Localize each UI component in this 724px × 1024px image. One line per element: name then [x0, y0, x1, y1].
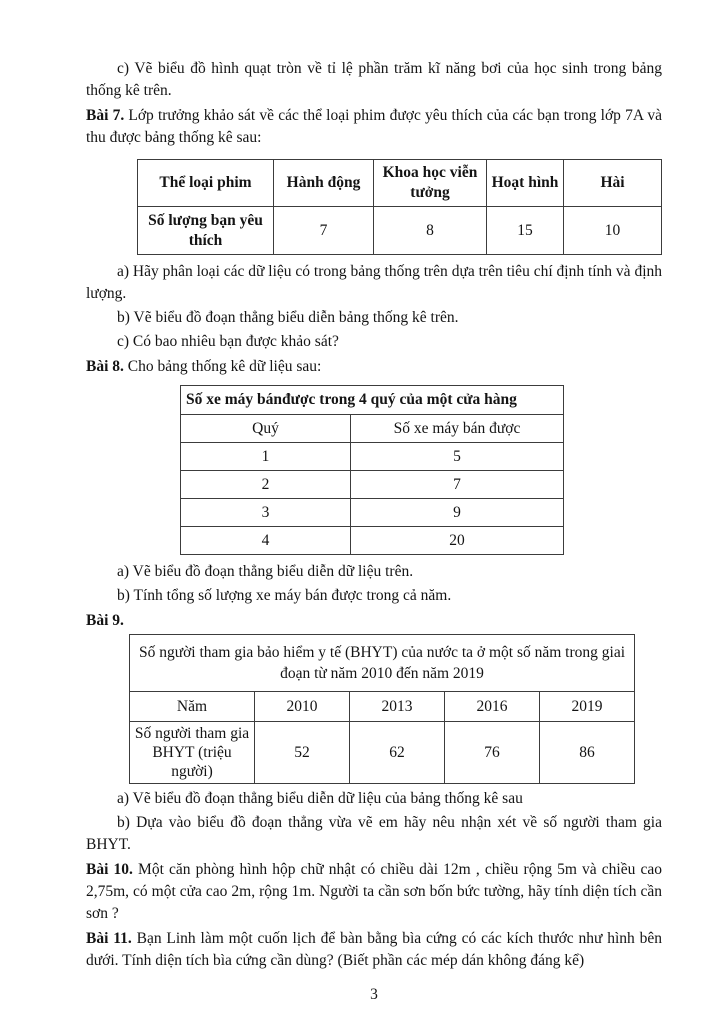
bai9-table-title-row [130, 635, 635, 692]
bai9-table-value-cell: 52 [255, 722, 350, 784]
bai7-table-header-cell: Hài [564, 160, 662, 207]
bai9-table [129, 634, 635, 784]
bai9-table-title: Số người tham gia bảo hiểm y tế (BHYT) của nước ta ở một số năm trong giai đoạn từ năm 2010 đến năm 2019 [130, 635, 635, 692]
bai7-table-value-cell: 8 [374, 207, 487, 255]
bai7-table-header-row [138, 160, 662, 207]
bai8-table-cell: 7 [351, 471, 564, 499]
bai7-heading-paragraph [86, 105, 662, 149]
bai7-label: Bài 7. [86, 107, 125, 124]
bai8-table-cell: 20 [351, 527, 564, 555]
bai9-table-value-cell: 62 [350, 722, 445, 784]
bai9-table-header-cell: 2016 [445, 692, 540, 722]
bai8-table-cell: 3 [181, 499, 351, 527]
bai9-table-data-row [130, 722, 635, 784]
bai8-table-title: Số xe máy bánđược trong 4 quý của một cửa hàng [181, 386, 564, 415]
bai9-table-header-cell: Năm [130, 692, 255, 722]
bai8-label: Bài 8. [86, 358, 124, 375]
bai7-intro-text: Lớp trưởng khảo sát về các thể loại phim được yêu thích của các bạn trong lớp 7A và thu được bảng thống kê sau: [86, 107, 662, 146]
bai8-table-cell: 2 [181, 471, 351, 499]
bai9-item-a: a) Vẽ biểu đồ đoạn thẳng biểu diễn dữ liệu của bảng thống kê sau [117, 790, 523, 807]
bai9-table-value-cell: 76 [445, 722, 540, 784]
bai9-table-header-row [130, 692, 635, 722]
bai10-paragraph [86, 859, 662, 925]
bai9-table-header-cell: 2019 [540, 692, 635, 722]
bai8-table-title-row [181, 386, 564, 415]
bai7-table-row-label: Số lượng bạn yêu thích [138, 207, 274, 255]
bai8-heading-paragraph [86, 356, 662, 378]
bai7-table-value-cell: 15 [487, 207, 564, 255]
bai8-table-header-cell: Số xe máy bán được [351, 415, 564, 443]
bai9-table-header-cell: 2010 [255, 692, 350, 722]
bai9-table-header-cell: 2013 [350, 692, 445, 722]
bai7-table-header-cell: Hành động [274, 160, 374, 207]
bai8-table-cell: 4 [181, 527, 351, 555]
bai8-table-row [181, 471, 564, 499]
bai7-table-value-cell: 10 [564, 207, 662, 255]
bai8-table-row [181, 499, 564, 527]
bai9-heading-paragraph [86, 610, 662, 632]
bai11-text: Bạn Linh làm một cuốn lịch để bàn bằng bìa cứng có các kích thước như hình bên dưới. Tính diện tích bìa cứng cần dùng? (Biết phần các mép dán không đáng kể) [86, 930, 662, 969]
bai7-table-header-cell: Thể loại phim [138, 160, 274, 207]
bai8-table-header-cell: Quý [181, 415, 351, 443]
bai8-table-cell: 1 [181, 443, 351, 471]
bai7-table [137, 159, 662, 255]
bai8-table [180, 385, 564, 555]
bai11-label: Bài 11. [86, 930, 132, 947]
bai8-item-a: a) Vẽ biểu đồ đoạn thẳng biểu diễn dữ liệu trên. [117, 563, 414, 580]
bai8-table-header-row [181, 415, 564, 443]
bai7-item-a: a) Hãy phân loại các dữ liệu có trong bảng thống trên dựa trên tiêu chí định tính và định lượng. [86, 263, 662, 302]
bai7-table-header-cell: Khoa học viễn tưởng [374, 160, 487, 207]
bai10-text: Một căn phòng hình hộp chữ nhật có chiều dài 12m , chiều rộng 5m và chiều cao 2,75m, có một cửa cao 2m, rộng 1m. Người ta cần sơn bốn bức tường, hãy tính diện tích cần sơn ? [86, 861, 662, 922]
prev-exercise-item-c: c) Vẽ biểu đồ hình quạt tròn về tỉ lệ phần trăm kĩ năng bơi của học sinh trong bảng thống kê trên. [86, 60, 662, 99]
bai8-item-b: b) Tính tổng số lượng xe máy bán được trong cả năm. [117, 587, 452, 604]
bai7-table-header-cell: Hoạt hình [487, 160, 564, 207]
bai9-label: Bài 9. [86, 612, 124, 629]
bai9-table-value-cell: 86 [540, 722, 635, 784]
bai9-table-row-label: Số người tham gia BHYT (triệu người) [130, 722, 255, 784]
bai8-table-row [181, 527, 564, 555]
bai7-table-value-cell: 7 [274, 207, 374, 255]
bai11-paragraph [86, 928, 662, 972]
bai8-table-row [181, 443, 564, 471]
bai7-item-c: c) Có bao nhiêu bạn được khảo sát? [117, 333, 339, 350]
bai7-item-b: b) Vẽ biểu đồ đoạn thẳng biểu diễn bảng thống kê trên. [117, 309, 459, 326]
bai7-table-data-row [138, 207, 662, 255]
bai10-label: Bài 10. [86, 861, 133, 878]
bai8-table-cell: 9 [351, 499, 564, 527]
page-number: 3 [370, 986, 378, 1003]
bai8-intro-text: Cho bảng thống kê dữ liệu sau: [123, 358, 322, 375]
bai9-item-b: b) Dựa vào biểu đồ đoạn thẳng vừa vẽ em hãy nêu nhận xét về số người tham gia BHYT. [86, 814, 662, 853]
bai8-table-cell: 5 [351, 443, 564, 471]
